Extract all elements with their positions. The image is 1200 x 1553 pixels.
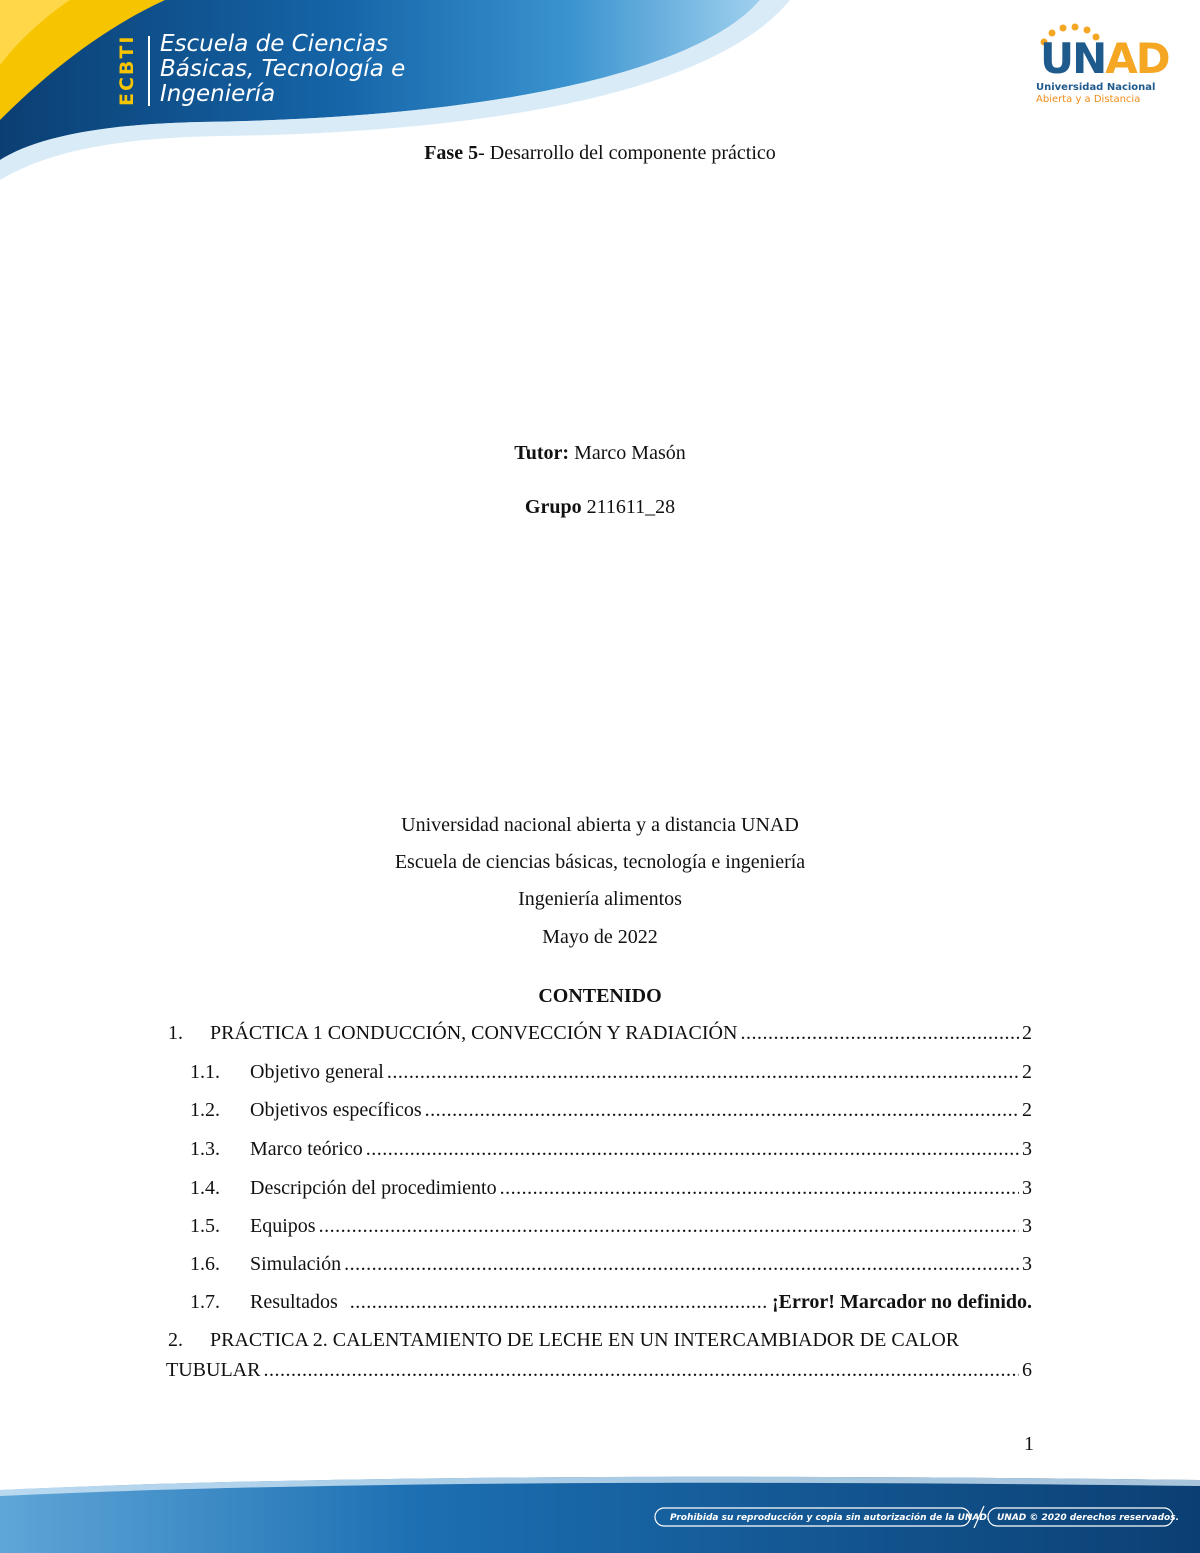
toc-page: 3 xyxy=(1022,1138,1032,1160)
toc-page-error: ¡Error! Marcador no definido. xyxy=(772,1291,1032,1313)
footer-notice: Prohibida su reproducción y copia sin autorización de la UNAD. xyxy=(670,1513,991,1523)
toc-leader xyxy=(350,1291,769,1314)
unad-logo-subtitle xyxy=(1036,82,1155,106)
toc-label: Equipos xyxy=(250,1215,316,1237)
toc-leader xyxy=(366,1138,1019,1161)
toc-label: Objetivos específicos xyxy=(250,1099,422,1121)
tutor-name: Marco Masón xyxy=(569,442,686,464)
footer-rights: UNAD © 2020 derechos reservados. xyxy=(997,1513,1180,1523)
tutor-label: Tutor: xyxy=(514,442,570,464)
toc-label: Marco teórico xyxy=(250,1138,363,1160)
school-name-line1: Escuela de Ciencias xyxy=(160,31,389,57)
toc-page: 2 xyxy=(1022,1099,1032,1121)
school-code: ECBTI xyxy=(116,34,138,106)
toc-item-1-6[interactable] xyxy=(168,1253,1032,1281)
toc-leader xyxy=(387,1061,1019,1084)
school-divider xyxy=(148,36,150,106)
toc-leader xyxy=(319,1215,1019,1238)
page-number: 1 xyxy=(1024,1433,1034,1455)
toc-label: PRACTICA 2. CALENTAMIENTO DE LECHE EN UN INTERCAMBIADOR DE CALOR xyxy=(210,1329,960,1351)
toc-label-continued: TUBULAR xyxy=(166,1359,261,1381)
group-line xyxy=(0,496,1200,519)
toc-number: 1.2. xyxy=(190,1099,220,1121)
toc-item-2-line1[interactable] xyxy=(168,1329,1032,1352)
toc-item-1-2[interactable] xyxy=(168,1099,1032,1127)
toc-number: 1.6. xyxy=(190,1253,220,1275)
toc-item-1[interactable] xyxy=(168,1022,1032,1050)
toc-item-1-1[interactable] xyxy=(168,1061,1032,1089)
group-value: 211611_28 xyxy=(581,496,676,518)
toc-page: 3 xyxy=(1022,1177,1032,1199)
toc-heading: CONTENIDO xyxy=(538,985,662,1007)
toc-label: Resultados xyxy=(250,1291,338,1313)
school-name-line3: Ingeniería xyxy=(160,81,276,107)
toc-leader xyxy=(500,1177,1019,1200)
toc-page: 2 xyxy=(1022,1022,1032,1044)
document-title xyxy=(0,142,1200,165)
institution-line2: Escuela de ciencias básicas, tecnología e ingeniería xyxy=(394,851,806,873)
toc-number: 1.1. xyxy=(190,1061,220,1083)
logo-sub-line2: Abierta y a Distancia xyxy=(1036,94,1141,105)
logo-word-ad: AD xyxy=(1105,34,1169,83)
tutor-line xyxy=(0,442,1200,465)
institution-line1: Universidad nacional abierta y a distancia UNAD xyxy=(401,814,799,836)
logo-sub-line1: Universidad Nacional xyxy=(1036,82,1156,93)
toc-page: 3 xyxy=(1022,1215,1032,1237)
date-line: Mayo de 2022 xyxy=(542,926,658,948)
toc-number: 1.5. xyxy=(190,1215,220,1237)
logo-word-un: UN xyxy=(1040,34,1106,83)
toc-item-1-5[interactable] xyxy=(168,1215,1032,1243)
toc-leader xyxy=(425,1099,1019,1122)
toc-page: 3 xyxy=(1022,1253,1032,1275)
toc-label: Objetivo general xyxy=(250,1061,384,1083)
title-text: - Desarrollo del componente práctico xyxy=(478,142,776,164)
toc-label: PRÁCTICA 1 CONDUCCIÓN, CONVECCIÓN Y RADIACIÓN xyxy=(210,1022,738,1044)
unad-logo-wordmark xyxy=(1040,36,1169,82)
toc-label: Descripción del procedimiento xyxy=(250,1177,497,1199)
toc-item-2-line2[interactable] xyxy=(166,1359,1032,1387)
toc-page: 6 xyxy=(1022,1359,1032,1381)
toc-number: 1.7. xyxy=(190,1291,220,1313)
toc-page: 2 xyxy=(1022,1061,1032,1083)
toc-number: 1.3. xyxy=(190,1138,220,1160)
toc-leader xyxy=(344,1253,1019,1276)
group-label: Grupo xyxy=(524,496,582,518)
school-name-line2: Básicas, Tecnología e xyxy=(160,56,406,82)
toc-item-1-7[interactable] xyxy=(168,1291,1032,1319)
toc-leader xyxy=(263,1359,1019,1382)
toc-number: 1. xyxy=(168,1022,183,1044)
toc-item-1-4[interactable] xyxy=(168,1177,1032,1205)
toc-number: 2. xyxy=(168,1329,183,1351)
program-line: Ingeniería alimentos xyxy=(518,888,682,910)
title-phase: Fase 5 xyxy=(424,142,479,164)
unad-logo xyxy=(1030,22,1169,114)
toc-label: Simulación xyxy=(250,1253,342,1275)
toc-item-1-3[interactable] xyxy=(168,1138,1032,1166)
toc-leader xyxy=(740,1022,1019,1045)
toc-number: 1.4. xyxy=(190,1177,220,1199)
school-name xyxy=(160,32,405,107)
